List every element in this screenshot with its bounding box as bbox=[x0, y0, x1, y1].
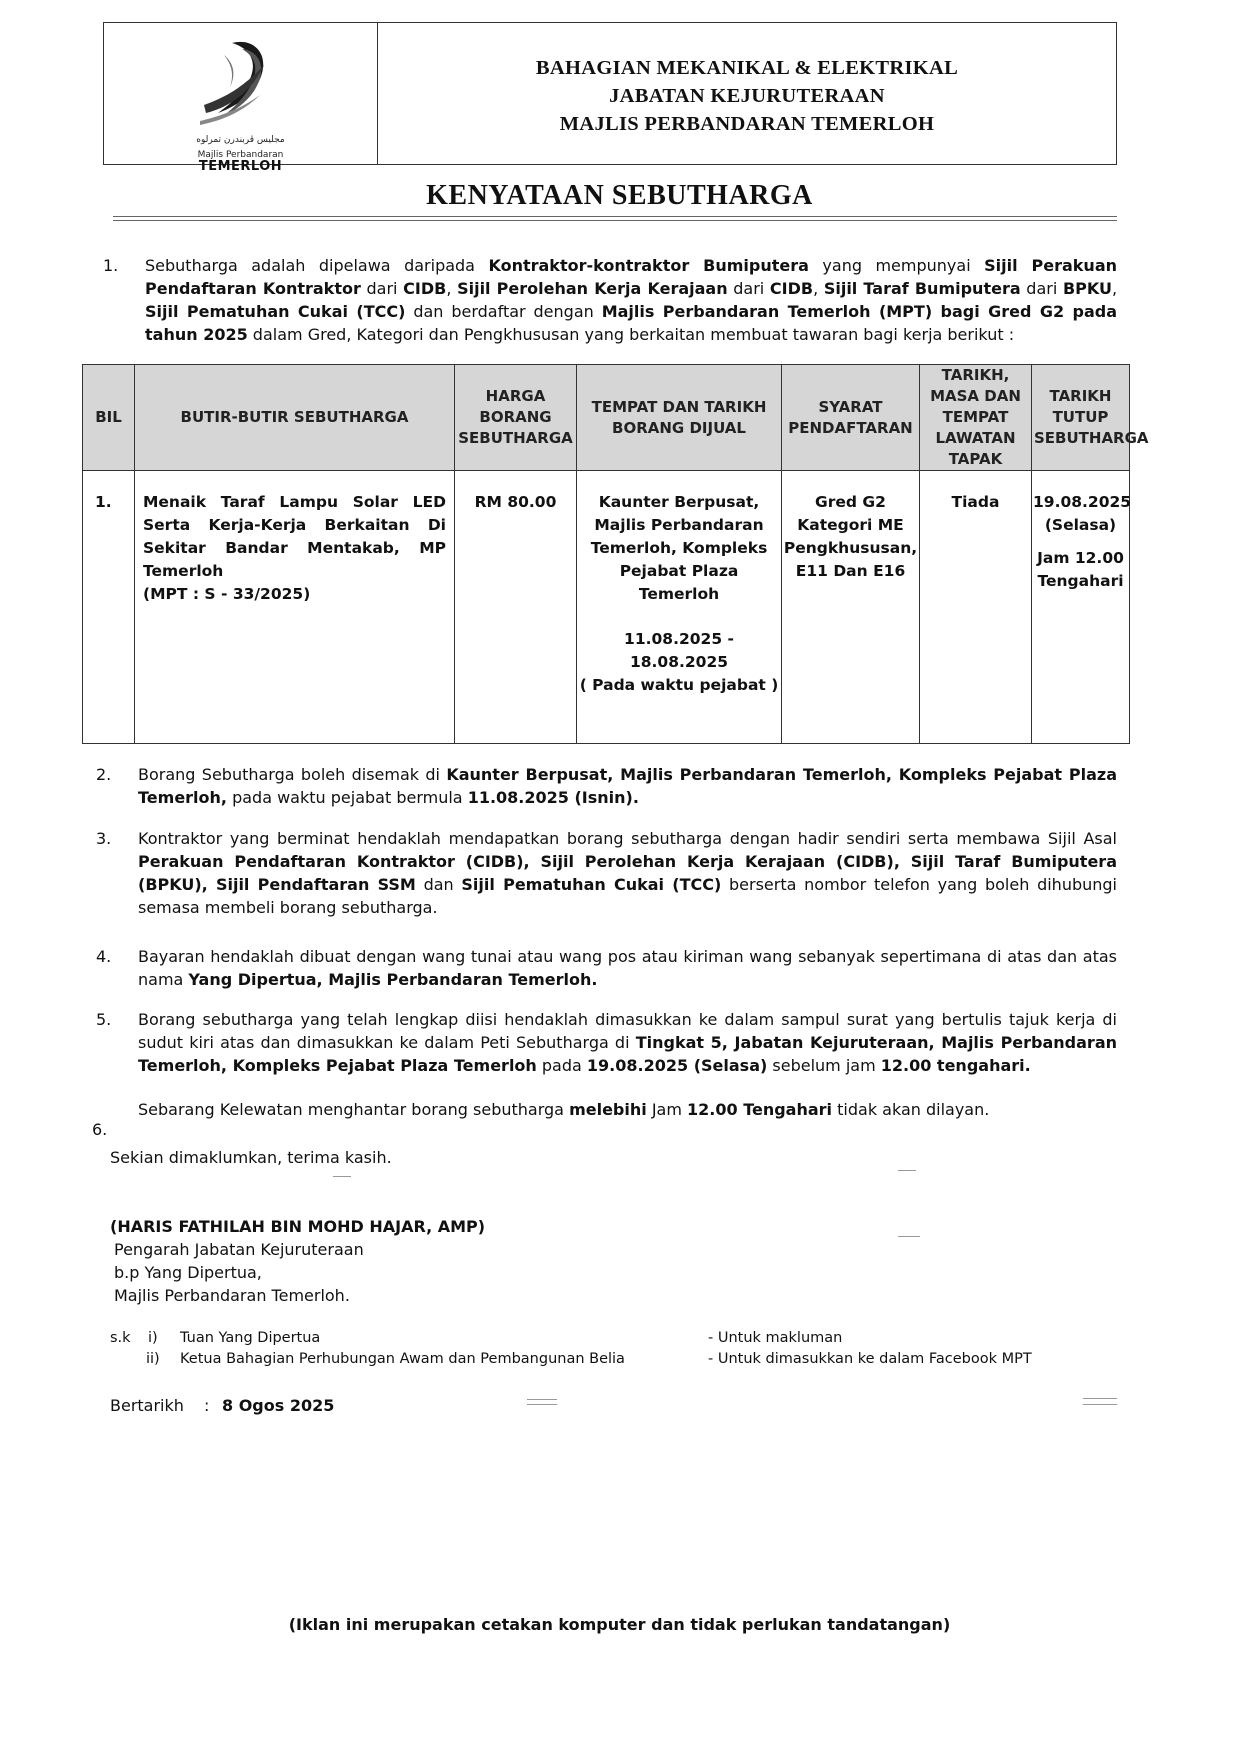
col-header-syarat: SYARAT PENDAFTARAN bbox=[782, 365, 920, 471]
col-header-tempat: TEMPAT DAN TARIKH BORANG DIJUAL bbox=[577, 365, 782, 471]
para-1-text: , bbox=[813, 279, 824, 298]
para-4-number: 4. bbox=[96, 947, 112, 966]
signatory-name: (HARIS FATHILAH BIN MOHD HAJAR, AMP) bbox=[110, 1217, 486, 1236]
logo-jawi-text: مجليس ڤربندرن تمرلوه bbox=[196, 135, 285, 145]
scan-mark bbox=[898, 1236, 920, 1237]
logo-subtitle: Majlis Perbandaran bbox=[197, 150, 284, 160]
signatory-title-3: Majlis Perbandaran Temerloh. bbox=[114, 1286, 350, 1305]
para-1-number: 1. bbox=[103, 256, 119, 275]
dated-separator: : bbox=[204, 1396, 210, 1415]
para-5-number: 5. bbox=[96, 1010, 112, 1029]
syarat-line-1: Gred G2 bbox=[815, 493, 886, 511]
org-line-3: MAJLIS PERBANDARAN TEMERLOH bbox=[559, 112, 935, 135]
para-1-bold: Majlis Perbandaran Temerloh (MPT) bagi Gred G2 pada tahun 2025 bbox=[145, 302, 1118, 344]
para-2-text: pada waktu pejabat bermula bbox=[227, 788, 468, 807]
syarat-line-4: E11 Dan E16 bbox=[795, 562, 906, 580]
mpt-logo-icon bbox=[194, 35, 284, 135]
signatory-title-1: Pengarah Jabatan Kejuruteraan bbox=[114, 1240, 364, 1259]
para-6 bbox=[138, 1098, 1117, 1121]
syarat-line-2: Kategori ME bbox=[797, 516, 904, 534]
org-line-1: BAHAGIAN MEKANIKAL & ELEKTRIKAL bbox=[535, 56, 959, 79]
col-header-tutup: TARIKH TUTUP SEBUTHARGA bbox=[1032, 365, 1130, 471]
closing-remark: Sekian dimaklumkan, terima kasih. bbox=[110, 1148, 392, 1167]
cell-butir bbox=[135, 471, 455, 744]
para-5-text: Borang sebutharga yang telah lengkap diisi hendaklah dimasukkan ke dalam sampul surat yang bertulis tajuk kerja di sudut kiri atas dan dimasukkan ke dalam Peti Sebutharga di bbox=[138, 1010, 1117, 1052]
cell-tempat bbox=[577, 471, 782, 744]
sk-item-2-name: Ketua Bahagian Perhubungan Awam dan Pembangunan Belia bbox=[180, 1351, 625, 1367]
para-1-text: dari bbox=[1020, 279, 1063, 298]
logo-name: TEMERLOH bbox=[198, 159, 283, 174]
col-header-butir: BUTIR-BUTIR SEBUTHARGA bbox=[135, 365, 455, 471]
para-1-text: dari bbox=[360, 279, 404, 298]
col-header-lawatan: TARIKH, MASA DAN TEMPAT LAWATAN TAPAK bbox=[920, 365, 1032, 471]
sk-item-2-purpose: - Untuk dimasukkan ke dalam Facebook MPT bbox=[708, 1351, 1032, 1367]
footer-note: (Iklan ini merupakan cetakan komputer dan tidak perlukan tandatangan) bbox=[288, 1615, 951, 1634]
cell-syarat bbox=[782, 471, 920, 744]
para-5-bold: 19.08.2025 (Selasa) bbox=[586, 1056, 768, 1075]
para-4 bbox=[138, 945, 1117, 991]
cell-harga: RM 80.00 bbox=[455, 471, 577, 744]
para-1 bbox=[145, 254, 1117, 346]
para-1-text: , bbox=[1111, 279, 1118, 298]
sk-item-1-purpose: - Untuk makluman bbox=[708, 1330, 843, 1346]
para-6-text: tidak akan dilayan. bbox=[832, 1100, 990, 1119]
col-header-harga: HARGA BORANG SEBUTHARGA bbox=[455, 365, 577, 471]
para-3-text: Kontraktor yang berminat hendaklah mendapatkan borang sebutharga dengan hadir sendiri serta membawa Sijil Asal bbox=[138, 829, 1117, 848]
syarat-line-3: Pengkhususan, bbox=[783, 539, 918, 557]
para-2-bold: Kaunter Berpusat, Majlis Perbandaran Temerloh, Kompleks Pejabat Plaza Temerloh, bbox=[138, 765, 1117, 807]
scan-mark bbox=[898, 1170, 916, 1171]
dated-value: 8 Ogos 2025 bbox=[222, 1396, 335, 1415]
sale-location: Kaunter Berpusat, Majlis Perbandaran Temerloh, Kompleks Pejabat Plaza Temerloh bbox=[590, 493, 768, 603]
para-5-bold: Tingkat 5, Jabatan Kejuruteraan, Majlis Perbandaran Temerloh, Kompleks Pejabat Plaza Temerloh bbox=[138, 1033, 1118, 1075]
sale-hours-note: ( Pada waktu pejabat ) bbox=[579, 676, 779, 694]
para-1-bold: BPKU bbox=[1062, 279, 1112, 298]
closing-time: Jam 12.00 Tengahari bbox=[1037, 549, 1124, 590]
para-2-text: Borang Sebutharga boleh disemak di bbox=[138, 765, 447, 784]
sale-dates: 11.08.2025 - 18.08.2025 bbox=[624, 630, 734, 671]
para-1-text: , bbox=[446, 279, 458, 298]
para-1-text: dan berdaftar dengan bbox=[405, 302, 602, 321]
signatory-title-2: b.p Yang Dipertua, bbox=[114, 1263, 262, 1282]
para-1-bold: Sijil Perolehan Kerja Kerajaan bbox=[457, 279, 728, 298]
scan-mark bbox=[1083, 1398, 1117, 1399]
para-5-text: pada bbox=[536, 1056, 587, 1075]
para-3-number: 3. bbox=[96, 829, 112, 848]
col-header-bil: BIL bbox=[83, 365, 135, 471]
org-line-2: JABATAN KEJURUTERAAN bbox=[609, 84, 885, 107]
logo-cell bbox=[104, 23, 378, 174]
para-6-text: Jam bbox=[646, 1100, 688, 1119]
para-1-text: yang mempunyai bbox=[808, 256, 985, 275]
title-underline bbox=[113, 216, 1117, 221]
para-2-number: 2. bbox=[96, 765, 112, 784]
para-5 bbox=[138, 1008, 1117, 1077]
cell-lawatan: Tiada bbox=[920, 471, 1032, 744]
para-1-bold: CIDB bbox=[769, 279, 814, 298]
para-2-bold: 11.08.2025 (Isnin). bbox=[467, 788, 639, 807]
para-1-bold: Sijil Pematuhan Cukai (TCC) bbox=[145, 302, 406, 321]
table-header-row bbox=[83, 365, 1130, 471]
sk-item-1-name: Tuan Yang Dipertua bbox=[180, 1330, 321, 1346]
para-1-bold: Sijil Perakuan Pendaftaran Kontraktor bbox=[145, 256, 1118, 298]
para-2 bbox=[138, 763, 1117, 809]
para-3 bbox=[138, 827, 1117, 919]
para-4-bold: Yang Dipertua, Majlis Perbandaran Temerloh. bbox=[188, 970, 598, 989]
scan-mark bbox=[527, 1404, 557, 1405]
para-6-text: Sebarang Kelewatan menghantar borang sebutharga bbox=[138, 1100, 570, 1119]
para-3-bold: Sijil Pematuhan Cukai (TCC) bbox=[461, 875, 722, 894]
closing-date: 19.08.2025 bbox=[1033, 493, 1132, 511]
sk-item-2-index: ii) bbox=[146, 1351, 160, 1367]
para-1-text: Sebutharga adalah dipelawa daripada bbox=[145, 256, 489, 275]
para-1-bold: CIDB bbox=[403, 279, 447, 298]
letterhead-box bbox=[103, 22, 1117, 174]
work-reference: (MPT : S - 33/2025) bbox=[143, 585, 311, 603]
scan-mark bbox=[527, 1399, 557, 1400]
para-6-bold: melebihi bbox=[569, 1100, 647, 1119]
cell-bil: 1. bbox=[83, 471, 135, 744]
cell-tutup bbox=[1032, 471, 1130, 744]
para-6-bold: 12.00 Tengahari bbox=[687, 1100, 833, 1119]
para-3-bold: Perakuan Pendaftaran Kontraktor (CIDB), Sijil Perolehan Kerja Kerajaan (CIDB), Sijil Taraf Bumiputera (BPKU), Sijil Pendaftaran SSM bbox=[138, 852, 1117, 894]
organization-name bbox=[378, 23, 1116, 164]
para-3-text: dan bbox=[415, 875, 462, 894]
para-5-bold: 12.00 tengahari. bbox=[880, 1056, 1031, 1075]
para-6-number: 6. bbox=[92, 1120, 108, 1139]
scan-mark bbox=[333, 1176, 351, 1177]
sk-label: s.k bbox=[110, 1330, 131, 1346]
para-1-text: dari bbox=[727, 279, 770, 298]
scan-mark bbox=[1083, 1404, 1117, 1405]
closing-day: (Selasa) bbox=[1044, 516, 1117, 534]
sk-item-1-index: i) bbox=[148, 1330, 158, 1346]
para-3-text: berserta nombor telefon yang boleh dihubungi semasa membeli borang sebutharga. bbox=[138, 875, 1117, 917]
tender-table bbox=[82, 364, 1149, 744]
dated-label: Bertarikh bbox=[110, 1396, 184, 1415]
work-title: Menaik Taraf Lampu Solar LED Serta Kerja-Kerja Berkaitan Di Sekitar Bandar Mentakab, MP Temerloh bbox=[143, 493, 446, 580]
para-1-bold: Kontraktor-kontraktor Bumiputera bbox=[488, 256, 809, 275]
para-1-text: dalam Gred, Kategori dan Pengkhususan yang berkaitan membuat tawaran bagi kerja berikut : bbox=[247, 325, 1015, 344]
para-5-text: sebelum jam bbox=[767, 1056, 881, 1075]
para-4-text: Bayaran hendaklah dibuat dengan wang tunai atau wang pos atau kiriman wang sebanyak sepertimana di atas dan atas nama bbox=[138, 947, 1117, 989]
para-1-bold: Sijil Taraf Bumiputera bbox=[823, 279, 1021, 298]
document-title: KENYATAAN SEBUTHARGA bbox=[426, 180, 813, 211]
table-row bbox=[83, 471, 1130, 744]
